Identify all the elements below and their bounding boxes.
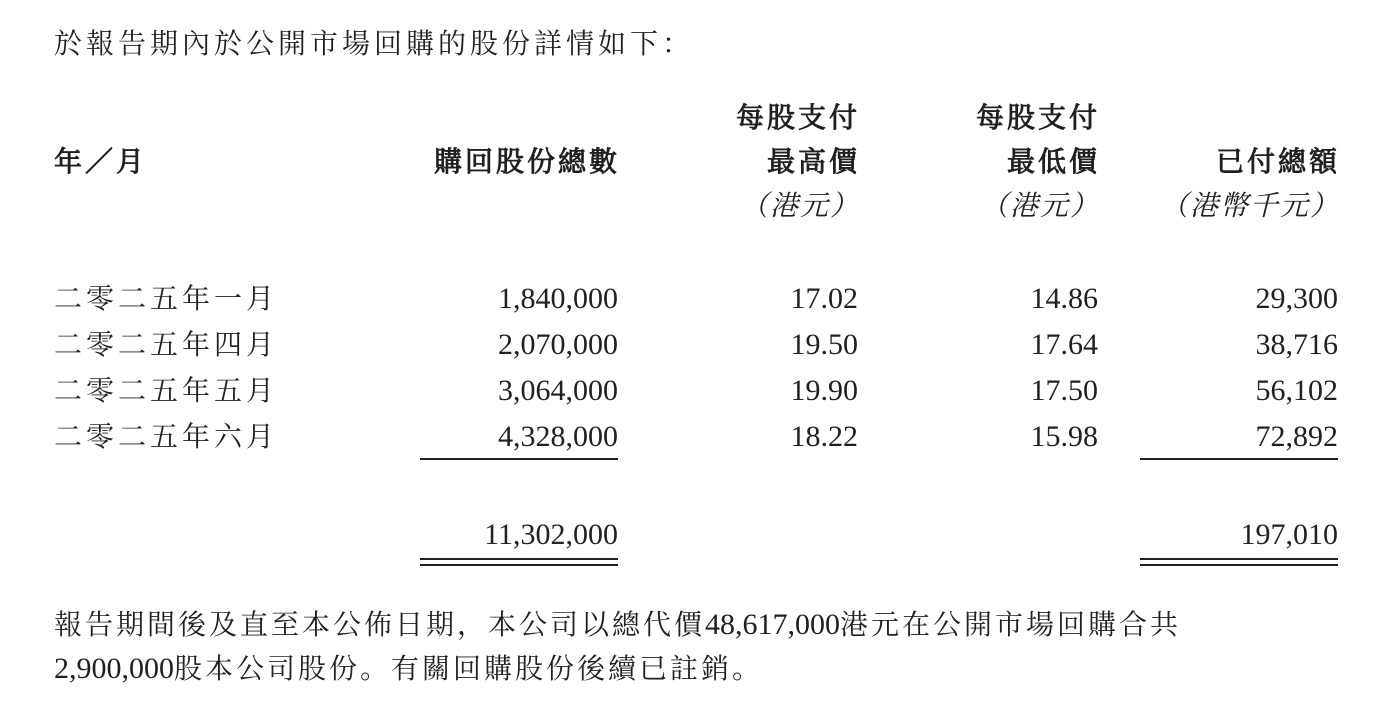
footnote-line-2 xyxy=(54,646,763,692)
total-double-rule-amount-bottom xyxy=(1140,564,1338,566)
row-min-price: 17.64 xyxy=(1030,328,1098,361)
row-shares: 2,070,000 xyxy=(498,328,618,361)
row-period: 二零二五年一月 xyxy=(54,282,279,315)
total-double-rule-amount-top xyxy=(1140,558,1338,560)
header-max-line1: 每股支付 xyxy=(735,101,860,134)
subtotal-rule-total xyxy=(1140,458,1338,460)
header-min-line2: 最低價 xyxy=(1006,145,1100,178)
row-period: 二零二五年四月 xyxy=(54,328,279,361)
header-min-line1: 每股支付 xyxy=(975,101,1100,134)
row-max-price: 17.02 xyxy=(790,282,858,315)
header-shares: 購回股份總數 xyxy=(433,145,620,178)
row-max-price: 19.90 xyxy=(790,374,858,407)
header-period: 年／月 xyxy=(54,145,148,178)
header-total: 已付總額 xyxy=(1215,145,1340,178)
header-max-unit: （港元） xyxy=(739,189,860,222)
row-max-price: 19.50 xyxy=(790,328,858,361)
row-period: 二零二五年五月 xyxy=(54,374,279,407)
row-max-price: 18.22 xyxy=(790,420,858,453)
row-min-price: 15.98 xyxy=(1030,420,1098,453)
footnote-shares: 2,900,000 xyxy=(54,652,174,685)
total-shares: 11,302,000 xyxy=(484,518,618,551)
total-amount: 197,010 xyxy=(1240,518,1338,551)
footnote-amount: 48,617,000 xyxy=(705,608,841,641)
row-period: 二零二五年六月 xyxy=(54,420,279,453)
total-double-rule-shares-top xyxy=(420,558,618,560)
footnote-text: 港元在公開市場回購合共 xyxy=(840,608,1182,641)
header-min-unit: （港元） xyxy=(979,189,1100,222)
row-shares: 4,328,000 xyxy=(498,420,618,453)
row-total: 72,892 xyxy=(1255,420,1338,453)
intro-text: 於報告期內於公開市場回購的股份詳情如下： xyxy=(54,27,695,60)
header-max-line2: 最高價 xyxy=(766,145,860,178)
row-shares: 3,064,000 xyxy=(498,374,618,407)
row-min-price: 17.50 xyxy=(1030,374,1098,407)
row-total: 29,300 xyxy=(1255,282,1338,315)
header-total-unit: （港幣千元） xyxy=(1159,189,1340,222)
footnote-text: 股本公司股份。有關回購股份後續已註銷。 xyxy=(174,652,764,685)
total-double-rule-shares-bottom xyxy=(420,564,618,566)
footnote-text: 報告期間後及直至本公佈日期，本公司以總代價 xyxy=(54,608,706,641)
footnote-line-1 xyxy=(54,602,1181,648)
row-total: 38,716 xyxy=(1255,328,1338,361)
row-total: 56,102 xyxy=(1255,374,1338,407)
subtotal-rule-shares xyxy=(420,458,618,460)
row-shares: 1,840,000 xyxy=(498,282,618,315)
row-min-price: 14.86 xyxy=(1030,282,1098,315)
